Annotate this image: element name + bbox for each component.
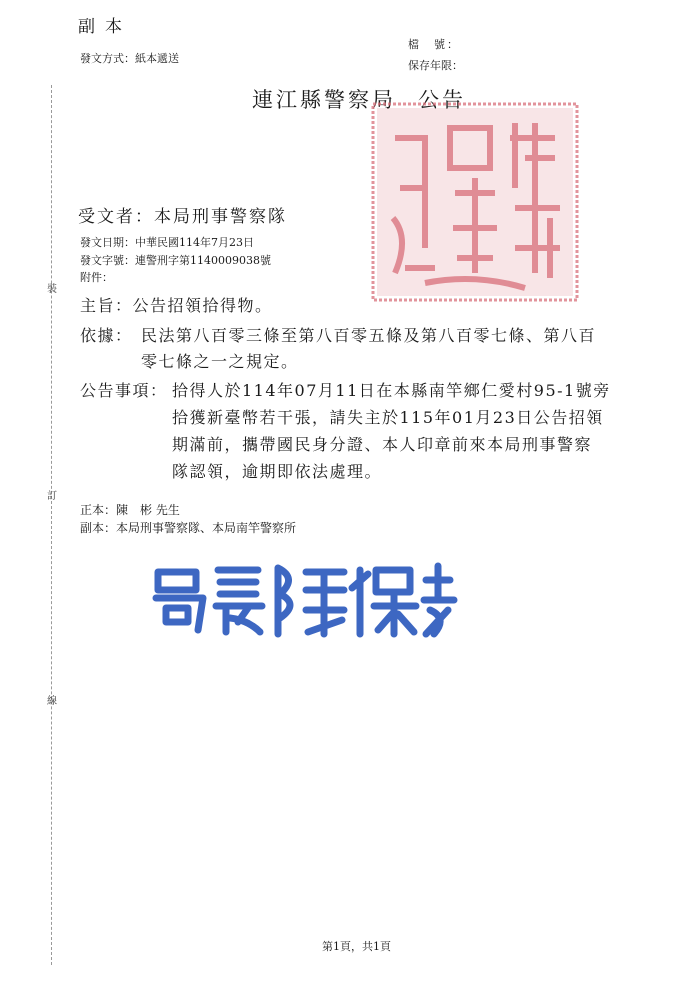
notice-line: 拾獲新臺幣若干張，請失主於115年01月23日公告招領 [172, 408, 604, 427]
notice-line: 拾得人於114年07月11日在本縣南竿鄉仁愛村95-1號旁 [172, 381, 611, 400]
binding-mark: 訂 [47, 491, 57, 502]
notice-line: 期滿前，攜帶國民身分證、本人印章前來本局刑事警察 [172, 435, 593, 454]
official-seal [365, 98, 585, 306]
document-type: 公告 [418, 88, 466, 112]
distribution-copy: 副本：本局刑事警察隊、本局南竿警察所 [80, 521, 297, 535]
document-number: 發文字號：連警刑字第1140009038號 [80, 254, 271, 267]
basis-line: 零七條之一之規定。 [141, 352, 299, 371]
subject: 主旨：公告招領拾得物。 [80, 296, 273, 315]
agency-name: 連江縣警察局 [252, 88, 396, 112]
notice-label: 公告事項： [80, 381, 168, 400]
issue-date: 發文日期：中華民國114年7月23日 [80, 236, 254, 249]
chief-signature-stamp [148, 560, 458, 638]
page-number: 第1頁，共1頁 [322, 940, 391, 953]
file-number-label: 檔 號： [408, 38, 460, 51]
binding-mark: 裝 [47, 284, 57, 295]
basis-line: 民法第八百零三條至第八百零五條及第八百零七條、第八百 [141, 326, 597, 345]
recipient: 受文者：本局刑事警察隊 [78, 207, 287, 227]
distribution-main: 正本：陳 彬 先生 [80, 503, 180, 517]
notice-line: 隊認領，逾期即依法處理。 [172, 462, 383, 481]
copy-mark: 副本 [78, 17, 132, 37]
binding-margin-line [51, 85, 52, 965]
basis-label: 依據： [80, 326, 133, 345]
retention-period-label: 保存年限： [408, 59, 463, 72]
attachment-label: 附件： [80, 271, 113, 284]
binding-mark: 線 [47, 696, 57, 707]
send-method: 發文方式：紙本遞送 [80, 52, 179, 65]
